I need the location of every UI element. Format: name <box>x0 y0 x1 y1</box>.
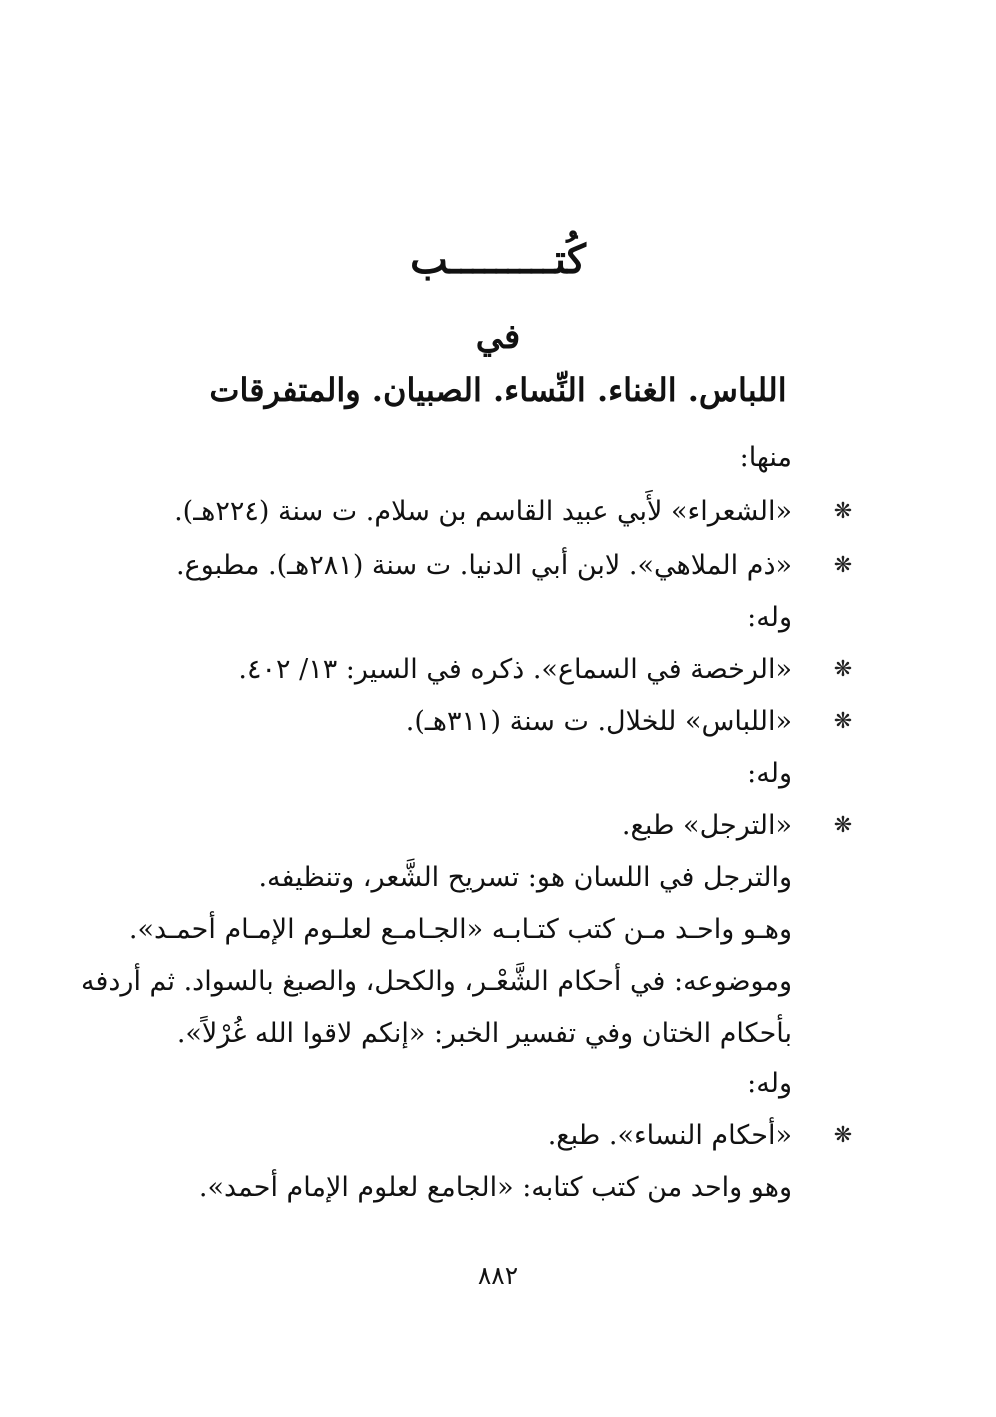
section-heading: اللباس. الغناء. النِّساء. الصبيان. والمتفرقات <box>209 371 787 409</box>
bullet-star-icon: ❋ <box>833 553 853 578</box>
paragraph-line: والترجل في اللسان هو: تسريح الشَّعر، وتنظيفه. <box>258 862 792 893</box>
page-title: كُتـــــــــب <box>410 236 586 283</box>
continuation-label: وله: <box>747 1068 792 1099</box>
continuation-label: وله: <box>747 602 792 633</box>
paragraph-line: وهو واحد من كتب كتابه: «الجامع لعلوم الإمام أحمد». <box>198 1172 792 1203</box>
list-item: «الرخصة في السماع». ذكره في السير: ١٣/ ٤٠٢. <box>238 654 792 685</box>
continuation-label: وله: <box>747 758 792 789</box>
list-item: «الشعراء» لأَبي عبيد القاسم بن سلام. ت سنة (٢٢٤هـ). <box>174 496 792 527</box>
list-item: «اللباس» للخلال. ت سنة (٣١١هـ). <box>405 706 792 737</box>
bullet-star-icon: ❋ <box>833 1123 853 1148</box>
bullet-star-icon: ❋ <box>833 657 853 682</box>
bullet-star-icon: ❋ <box>833 709 853 734</box>
list-item: «الترجل» طبع. <box>621 810 792 841</box>
paragraph-line: وهـو واحـد مـن كتب كتـابـه «الجـامـع لعلـوم الإمـام أحمـد». <box>128 914 792 945</box>
paragraph-line: وموضوعه: في أحكام الشَّعْـر، والكحل، والصبغ بالسواد. ثم أردفه <box>81 966 792 997</box>
intro-text: منها: <box>739 442 792 473</box>
bullet-star-icon: ❋ <box>833 499 853 524</box>
page-subtitle: في <box>475 317 521 357</box>
bullet-star-icon: ❋ <box>833 813 853 838</box>
page-number: ٨٨٢ <box>477 1261 519 1290</box>
list-item: «أحكام النساء». طبع. <box>547 1120 792 1151</box>
list-item: «ذم الملاهي». لابن أبي الدنيا. ت سنة (٢٨١هـ). مطبوع. <box>176 550 792 581</box>
paragraph-line: بأحكام الختان وفي تفسير الخبر: «إنكم لاقوا الله غُرْلاً». <box>176 1018 792 1049</box>
